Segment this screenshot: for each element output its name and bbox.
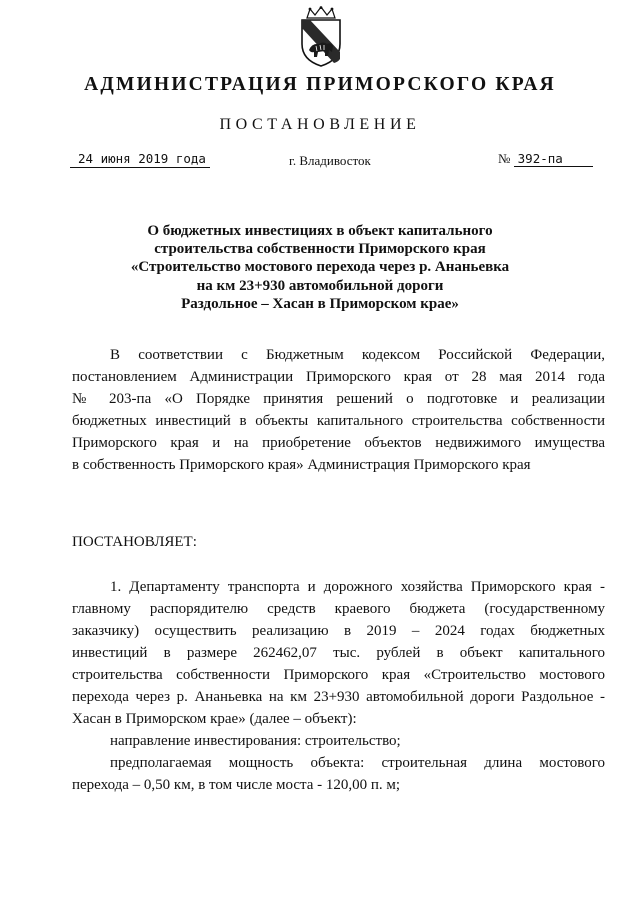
- title-line: Раздольное – Хасан в Приморском крае»: [181, 295, 459, 312]
- paragraph-line: главному распорядителю средств краевого бюджета (государственному: [72, 601, 605, 617]
- paragraph-line: перехода через р. Ананьевка на км 23+930 автомобильной дороги Раздольное -: [72, 689, 605, 705]
- document-title: [60, 222, 580, 313]
- preamble-paragraph: [72, 344, 605, 476]
- organization-name: АДМИНИСТРАЦИЯ ПРИМОРСКОГО КРАЯ: [84, 74, 556, 95]
- document-number: 392-па: [514, 151, 593, 167]
- document-number-field: [498, 150, 593, 167]
- title-line: «Строительство мостового перехода через р. Ананьевка: [130, 259, 510, 276]
- paragraph-line: в собственность Приморского края» Администрация Приморского края: [72, 457, 531, 473]
- paragraph-line: бюджетных инвестиций в объекты капитального строительства собственности: [72, 413, 605, 429]
- number-sign: №: [498, 151, 511, 166]
- coat-of-arms-icon: [298, 6, 344, 68]
- paragraph-line: В соответствии с Бюджетным кодексом Российской Федерации,: [110, 347, 605, 363]
- paragraph-line: инвестиций в размере 262462,07 тыс. рублей в объект капитального: [72, 645, 605, 661]
- paragraph-line: заказчику) осуществить реализацию в 2019 – 2024 годах бюджетных: [72, 623, 605, 639]
- document-city: г. Владивосток: [289, 153, 371, 168]
- paragraph-line: Хасан в Приморском крае» (далее – объект):: [72, 711, 357, 727]
- investment-direction-line: направление инвестирования: строительство;: [110, 733, 401, 749]
- clause-1-paragraph: [72, 576, 605, 796]
- paragraph-line: перехода – 0,50 км, в том числе моста - 120,00 п. м;: [72, 777, 401, 793]
- paragraph-line: 1. Департаменту транспорта и дорожного хозяйства Приморского края -: [110, 579, 605, 595]
- title-line: строительства собственности Приморского края: [154, 241, 486, 258]
- resolution-word: ПОСТАНОВЛЯЕТ:: [72, 534, 197, 550]
- paragraph-line: Приморского края и на приобретение объектов недвижимого имущества: [72, 435, 605, 451]
- document-date: 24 июня 2019 года: [70, 150, 210, 168]
- document-type: ПОСТАНОВЛЕНИЕ: [219, 116, 421, 133]
- title-line: на км 23+930 автомобильной дороги: [196, 277, 444, 294]
- paragraph-line: строительства собственности Приморского края «Строительство мостового: [72, 667, 605, 683]
- paragraph-line: предполагаемая мощность объекта: строительная длина мостового: [110, 755, 605, 771]
- paragraph-line: постановлением Администрации Приморского края от 28 мая 2014 года: [72, 369, 605, 385]
- title-line: О бюджетных инвестициях в объект капитального: [147, 223, 493, 239]
- paragraph-line: № 203-па «О Порядке принятия решений о подготовке и реализации: [72, 391, 605, 407]
